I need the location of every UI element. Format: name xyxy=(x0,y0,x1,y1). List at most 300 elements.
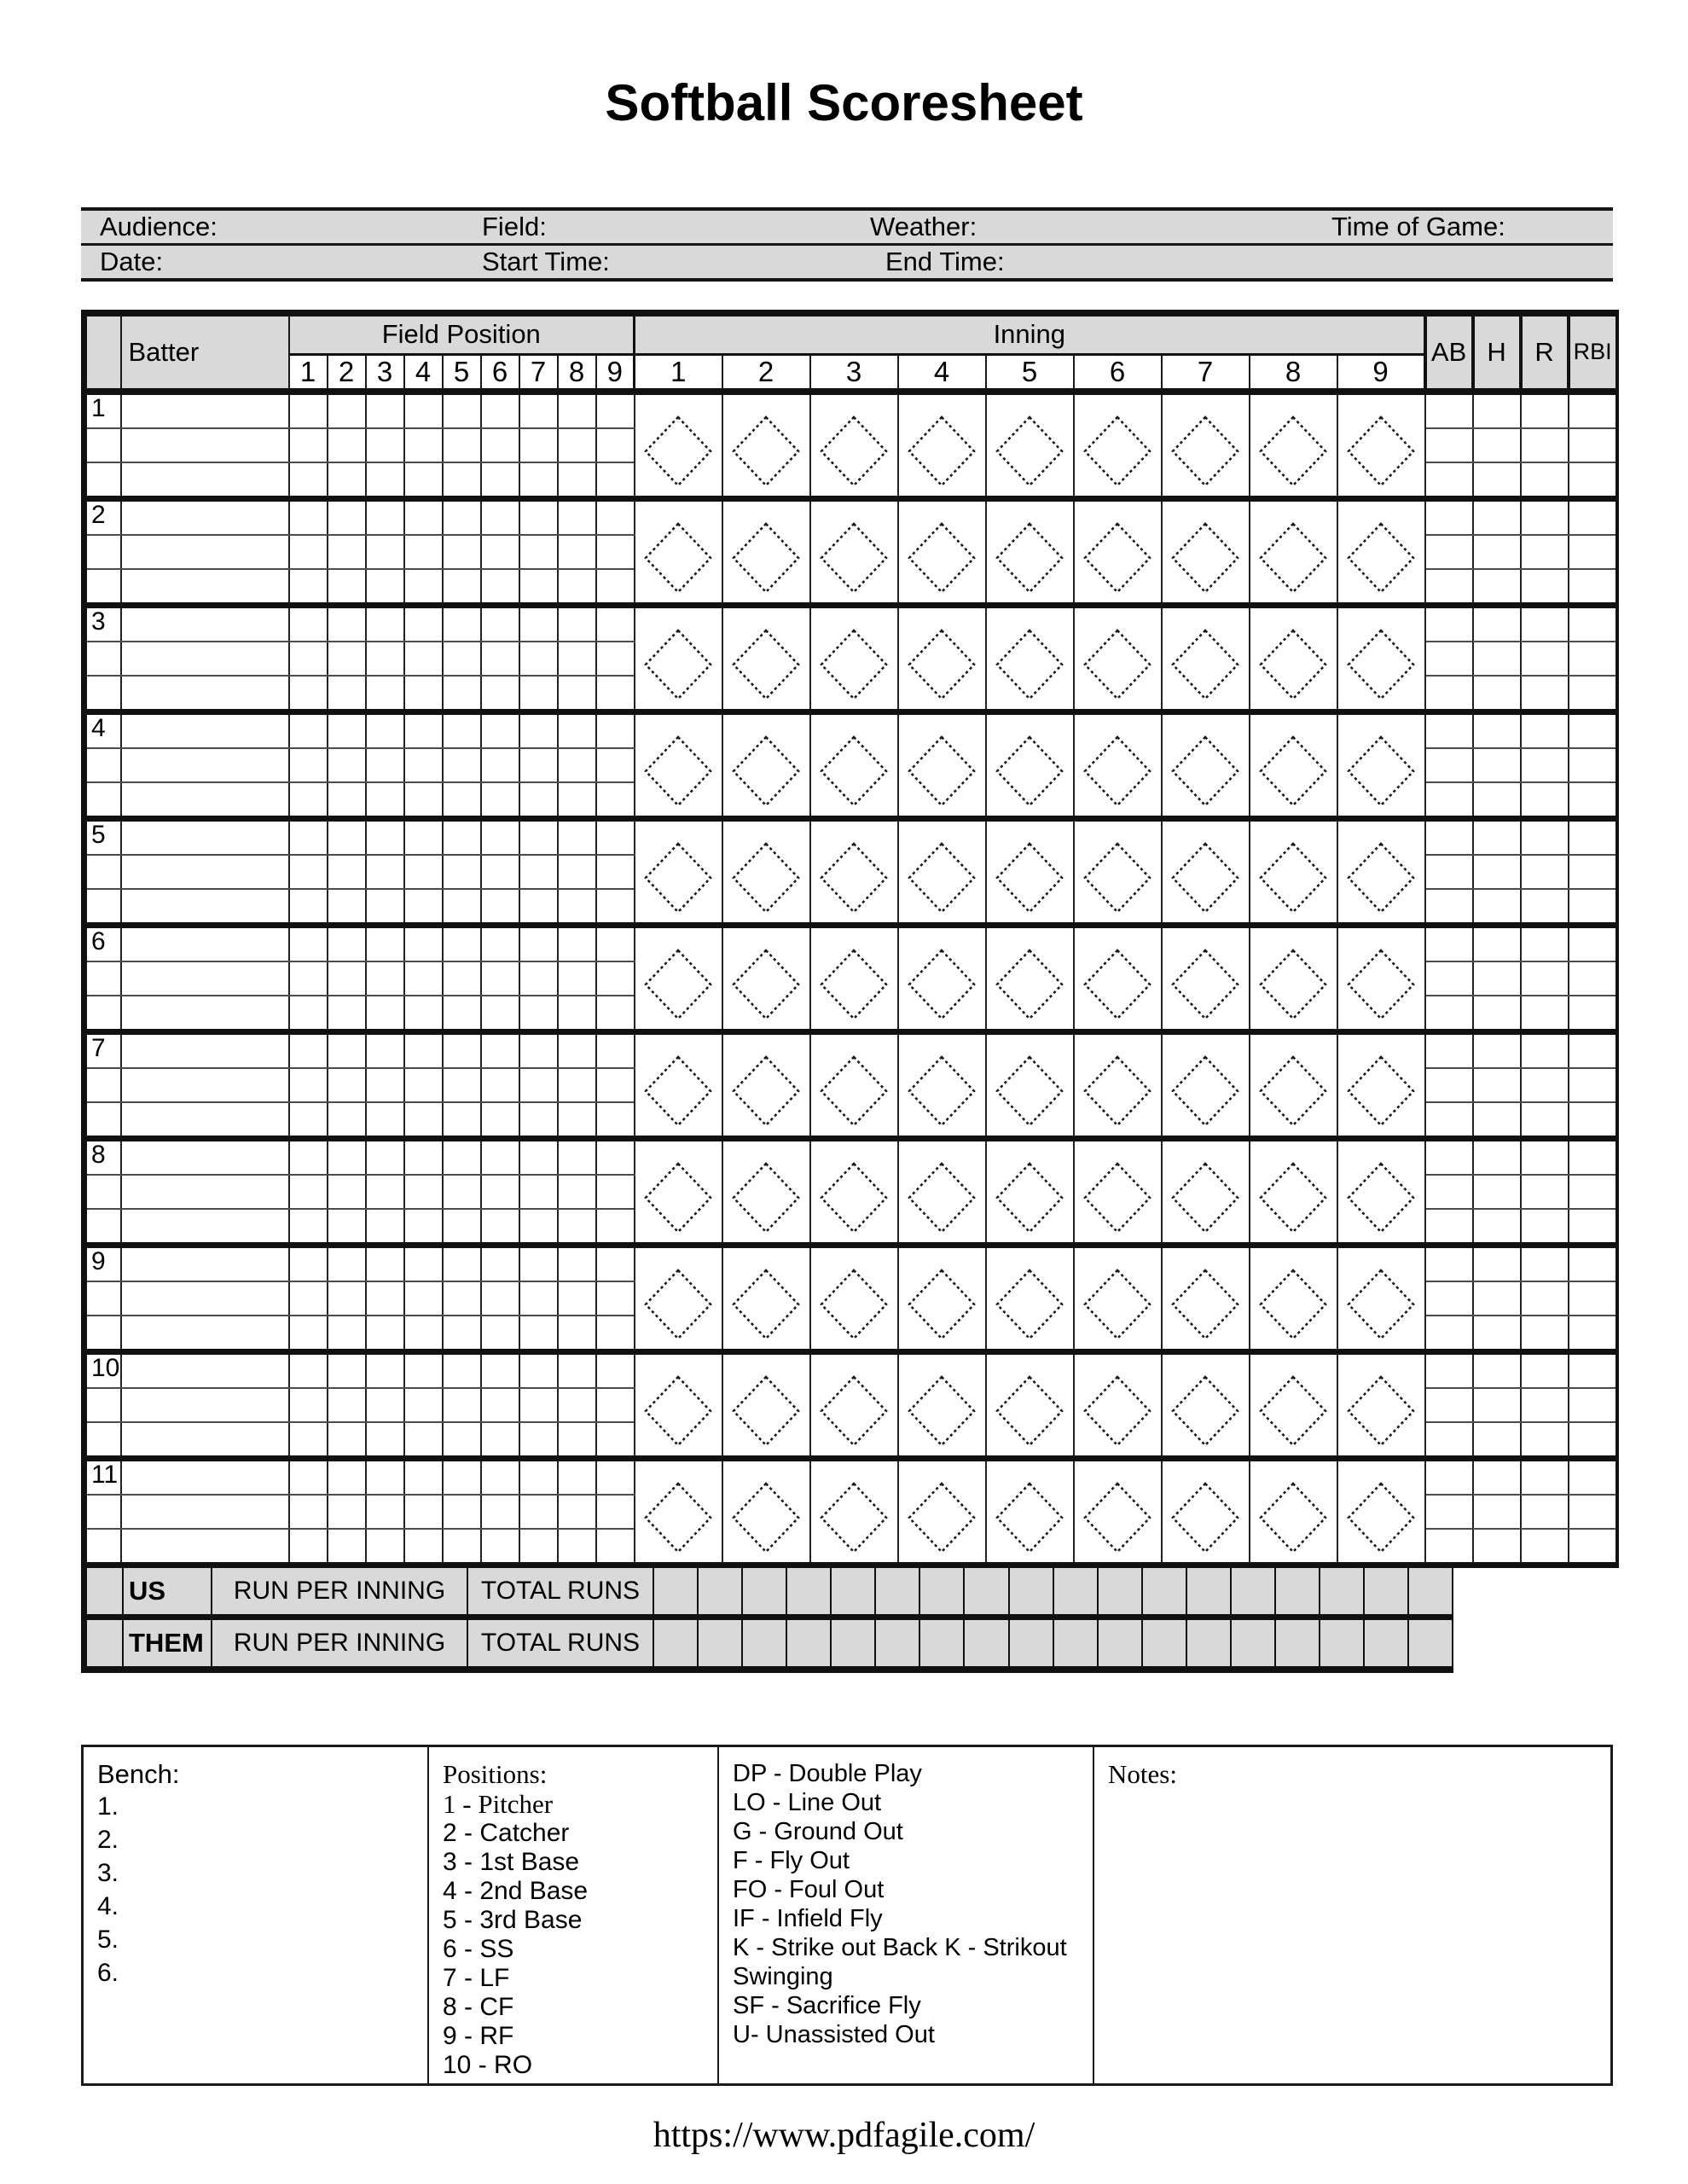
field-position-cell[interactable] xyxy=(519,642,558,676)
inning-cell[interactable] xyxy=(1337,392,1425,499)
batter-name-cell[interactable] xyxy=(121,1102,289,1139)
field-position-cell[interactable] xyxy=(404,1495,443,1529)
field-position-cell[interactable] xyxy=(519,996,558,1032)
stat-cell[interactable] xyxy=(1425,1068,1473,1102)
field-position-cell[interactable] xyxy=(558,1351,596,1388)
batter-name-cell[interactable] xyxy=(121,748,289,782)
field-position-cell[interactable] xyxy=(558,1102,596,1139)
field-position-cell[interactable] xyxy=(443,1068,481,1102)
field-position-cell[interactable] xyxy=(596,535,635,569)
field-position-cell[interactable] xyxy=(289,1281,328,1316)
field-position-cell[interactable] xyxy=(481,925,519,961)
inning-cell[interactable] xyxy=(810,1458,898,1565)
field-position-cell[interactable] xyxy=(289,676,328,712)
batter-name-cell[interactable] xyxy=(121,1209,289,1246)
field-position-cell[interactable] xyxy=(289,1495,328,1529)
field-position-cell[interactable] xyxy=(366,1102,404,1139)
field-position-cell[interactable] xyxy=(558,782,596,819)
stat-cell[interactable] xyxy=(1473,996,1521,1032)
field-position-cell[interactable] xyxy=(481,428,519,462)
field-position-cell[interactable] xyxy=(404,605,443,642)
inning-cell[interactable] xyxy=(722,1245,810,1351)
stat-cell[interactable] xyxy=(1473,1422,1521,1459)
stat-cell[interactable] xyxy=(1473,855,1521,889)
field-position-cell[interactable] xyxy=(481,1031,519,1068)
stat-cell[interactable] xyxy=(1425,1458,1473,1495)
inning-cell[interactable] xyxy=(810,1138,898,1245)
batter-name-cell[interactable] xyxy=(121,1388,289,1422)
inning-cell[interactable] xyxy=(635,605,722,712)
field-position-cell[interactable] xyxy=(519,1316,558,1352)
stat-cell[interactable] xyxy=(1521,1245,1569,1281)
field-position-cell[interactable] xyxy=(519,1495,558,1529)
field-position-cell[interactable] xyxy=(519,569,558,606)
stat-cell[interactable] xyxy=(1521,818,1569,855)
field-position-cell[interactable] xyxy=(404,1281,443,1316)
field-position-cell[interactable] xyxy=(596,961,635,996)
field-position-cell[interactable] xyxy=(289,605,328,642)
stat-cell[interactable] xyxy=(1425,889,1473,926)
field-position-cell[interactable] xyxy=(596,1529,635,1565)
field-position-cell[interactable] xyxy=(289,1316,328,1352)
run-cell[interactable] xyxy=(876,1620,920,1666)
field-position-cell[interactable] xyxy=(366,1529,404,1565)
field-position-cell[interactable] xyxy=(289,428,328,462)
field-position-cell[interactable] xyxy=(558,535,596,569)
field-position-cell[interactable] xyxy=(404,889,443,926)
field-position-cell[interactable] xyxy=(481,748,519,782)
stat-cell[interactable] xyxy=(1473,1175,1521,1209)
field-position-cell[interactable] xyxy=(558,1281,596,1316)
field-position-cell[interactable] xyxy=(289,1529,328,1565)
stat-cell[interactable] xyxy=(1425,569,1473,606)
field-position-cell[interactable] xyxy=(289,1068,328,1102)
field-position-cell[interactable] xyxy=(289,1031,328,1068)
field-position-cell[interactable] xyxy=(328,1138,366,1175)
field-position-cell[interactable] xyxy=(519,1031,558,1068)
stat-cell[interactable] xyxy=(1521,1422,1569,1459)
field-position-cell[interactable] xyxy=(519,428,558,462)
stat-cell[interactable] xyxy=(1569,1458,1617,1495)
inning-cell[interactable] xyxy=(722,605,810,712)
inning-cell[interactable] xyxy=(810,712,898,818)
field-position-cell[interactable] xyxy=(481,818,519,855)
inning-cell[interactable] xyxy=(1074,392,1162,499)
batter-name-cell[interactable] xyxy=(121,1138,289,1175)
batter-name-cell[interactable] xyxy=(121,1422,289,1459)
field-position-cell[interactable] xyxy=(558,712,596,748)
field-position-cell[interactable] xyxy=(289,925,328,961)
field-position-cell[interactable] xyxy=(481,462,519,499)
field-position-cell[interactable] xyxy=(519,462,558,499)
field-position-cell[interactable] xyxy=(519,748,558,782)
field-position-cell[interactable] xyxy=(596,1031,635,1068)
field-position-cell[interactable] xyxy=(481,569,519,606)
field-position-cell[interactable] xyxy=(289,712,328,748)
batter-name-cell[interactable] xyxy=(121,569,289,606)
field-position-cell[interactable] xyxy=(366,1495,404,1529)
field-position-cell[interactable] xyxy=(481,889,519,926)
field-position-cell[interactable] xyxy=(558,676,596,712)
field-position-cell[interactable] xyxy=(366,569,404,606)
stat-cell[interactable] xyxy=(1473,712,1521,748)
field-position-cell[interactable] xyxy=(404,1209,443,1246)
stat-cell[interactable] xyxy=(1425,462,1473,499)
field-position-cell[interactable] xyxy=(404,1529,443,1565)
inning-cell[interactable] xyxy=(722,712,810,818)
inning-cell[interactable] xyxy=(1250,925,1337,1031)
stat-cell[interactable] xyxy=(1569,818,1617,855)
field-position-cell[interactable] xyxy=(328,855,366,889)
field-position-cell[interactable] xyxy=(481,1209,519,1246)
stat-cell[interactable] xyxy=(1569,925,1617,961)
stat-cell[interactable] xyxy=(1521,1529,1569,1565)
field-position-cell[interactable] xyxy=(443,1388,481,1422)
stat-cell[interactable] xyxy=(1473,1529,1521,1565)
field-position-cell[interactable] xyxy=(519,1245,558,1281)
field-position-cell[interactable] xyxy=(596,782,635,819)
stat-cell[interactable] xyxy=(1425,748,1473,782)
stat-cell[interactable] xyxy=(1569,1031,1617,1068)
field-position-cell[interactable] xyxy=(596,462,635,499)
field-position-cell[interactable] xyxy=(558,1031,596,1068)
field-position-cell[interactable] xyxy=(443,1031,481,1068)
stat-cell[interactable] xyxy=(1425,605,1473,642)
field-position-cell[interactable] xyxy=(328,1422,366,1459)
stat-cell[interactable] xyxy=(1521,855,1569,889)
run-cell[interactable] xyxy=(1232,1620,1276,1666)
inning-cell[interactable] xyxy=(1074,605,1162,712)
field-position-cell[interactable] xyxy=(443,925,481,961)
field-position-cell[interactable] xyxy=(366,1138,404,1175)
inning-cell[interactable] xyxy=(1337,1458,1425,1565)
field-position-cell[interactable] xyxy=(404,642,443,676)
stat-cell[interactable] xyxy=(1473,1031,1521,1068)
field-position-cell[interactable] xyxy=(443,1138,481,1175)
inning-cell[interactable] xyxy=(898,1351,986,1458)
inning-cell[interactable] xyxy=(1162,925,1250,1031)
inning-cell[interactable] xyxy=(1337,818,1425,925)
stat-cell[interactable] xyxy=(1473,1281,1521,1316)
stat-cell[interactable] xyxy=(1569,996,1617,1032)
field-position-cell[interactable] xyxy=(481,1175,519,1209)
stat-cell[interactable] xyxy=(1425,1102,1473,1139)
field-position-cell[interactable] xyxy=(404,1388,443,1422)
run-cell[interactable] xyxy=(699,1620,743,1666)
inning-cell[interactable] xyxy=(1250,1351,1337,1458)
field-position-cell[interactable] xyxy=(328,392,366,428)
inning-cell[interactable] xyxy=(1074,1138,1162,1245)
field-position-cell[interactable] xyxy=(596,1316,635,1352)
field-position-cell[interactable] xyxy=(558,1245,596,1281)
field-position-cell[interactable] xyxy=(443,1422,481,1459)
stat-cell[interactable] xyxy=(1569,748,1617,782)
inning-cell[interactable] xyxy=(986,818,1074,925)
field-position-cell[interactable] xyxy=(366,462,404,499)
field-position-cell[interactable] xyxy=(481,1351,519,1388)
inning-cell[interactable] xyxy=(1074,1031,1162,1138)
stat-cell[interactable] xyxy=(1473,1102,1521,1139)
stat-cell[interactable] xyxy=(1569,1388,1617,1422)
run-cell[interactable] xyxy=(1320,1568,1365,1614)
inning-cell[interactable] xyxy=(1337,605,1425,712)
field-position-cell[interactable] xyxy=(443,782,481,819)
inning-cell[interactable] xyxy=(986,1245,1074,1351)
batter-name-cell[interactable] xyxy=(121,996,289,1032)
stat-cell[interactable] xyxy=(1425,1316,1473,1352)
field-position-cell[interactable] xyxy=(443,535,481,569)
field-position-cell[interactable] xyxy=(289,855,328,889)
inning-cell[interactable] xyxy=(898,605,986,712)
stat-cell[interactable] xyxy=(1473,392,1521,428)
run-cell[interactable] xyxy=(965,1568,1009,1614)
batter-name-cell[interactable] xyxy=(121,1281,289,1316)
stat-cell[interactable] xyxy=(1473,1209,1521,1246)
stat-cell[interactable] xyxy=(1569,605,1617,642)
stat-cell[interactable] xyxy=(1521,748,1569,782)
field-position-cell[interactable] xyxy=(596,676,635,712)
inning-cell[interactable] xyxy=(986,1458,1074,1565)
field-position-cell[interactable] xyxy=(558,818,596,855)
field-position-cell[interactable] xyxy=(289,392,328,428)
batter-name-cell[interactable] xyxy=(121,498,289,535)
field-position-cell[interactable] xyxy=(558,498,596,535)
stat-cell[interactable] xyxy=(1425,535,1473,569)
field-position-cell[interactable] xyxy=(481,1245,519,1281)
batter-name-cell[interactable] xyxy=(121,889,289,926)
stat-cell[interactable] xyxy=(1473,498,1521,535)
field-position-cell[interactable] xyxy=(366,855,404,889)
stat-cell[interactable] xyxy=(1569,642,1617,676)
field-position-cell[interactable] xyxy=(404,818,443,855)
stat-cell[interactable] xyxy=(1425,1529,1473,1565)
run-cell[interactable] xyxy=(1365,1620,1409,1666)
stat-cell[interactable] xyxy=(1473,1316,1521,1352)
field-position-cell[interactable] xyxy=(558,1529,596,1565)
inning-cell[interactable] xyxy=(1337,712,1425,818)
inning-cell[interactable] xyxy=(722,818,810,925)
inning-cell[interactable] xyxy=(635,925,722,1031)
field-position-cell[interactable] xyxy=(443,1245,481,1281)
batter-name-cell[interactable] xyxy=(121,428,289,462)
field-position-cell[interactable] xyxy=(519,818,558,855)
stat-cell[interactable] xyxy=(1425,961,1473,996)
stat-cell[interactable] xyxy=(1521,1068,1569,1102)
field-position-cell[interactable] xyxy=(596,1422,635,1459)
run-cell[interactable] xyxy=(1276,1568,1320,1614)
stat-cell[interactable] xyxy=(1569,1138,1617,1175)
field-position-cell[interactable] xyxy=(328,748,366,782)
inning-cell[interactable] xyxy=(1250,1138,1337,1245)
stat-cell[interactable] xyxy=(1473,569,1521,606)
field-position-cell[interactable] xyxy=(366,818,404,855)
field-position-cell[interactable] xyxy=(519,1388,558,1422)
field-position-cell[interactable] xyxy=(328,1529,366,1565)
inning-cell[interactable] xyxy=(1250,818,1337,925)
stat-cell[interactable] xyxy=(1473,1245,1521,1281)
notes-column[interactable] xyxy=(1094,1747,1610,2083)
field-position-cell[interactable] xyxy=(596,642,635,676)
inning-cell[interactable] xyxy=(898,712,986,818)
run-cell[interactable] xyxy=(1143,1620,1187,1666)
inning-cell[interactable] xyxy=(635,818,722,925)
field-position-cell[interactable] xyxy=(519,1458,558,1495)
field-position-cell[interactable] xyxy=(443,1281,481,1316)
field-position-cell[interactable] xyxy=(366,428,404,462)
field-position-cell[interactable] xyxy=(443,855,481,889)
field-position-cell[interactable] xyxy=(519,1281,558,1316)
stat-cell[interactable] xyxy=(1569,535,1617,569)
field-position-cell[interactable] xyxy=(404,1316,443,1352)
stat-cell[interactable] xyxy=(1473,925,1521,961)
field-position-cell[interactable] xyxy=(443,1175,481,1209)
stat-cell[interactable] xyxy=(1569,428,1617,462)
field-position-cell[interactable] xyxy=(289,996,328,1032)
inning-cell[interactable] xyxy=(1337,498,1425,605)
inning-cell[interactable] xyxy=(1250,498,1337,605)
stat-cell[interactable] xyxy=(1473,642,1521,676)
inning-cell[interactable] xyxy=(810,818,898,925)
run-cell[interactable] xyxy=(1099,1568,1143,1614)
stat-cell[interactable] xyxy=(1473,889,1521,926)
field-position-cell[interactable] xyxy=(328,535,366,569)
field-position-cell[interactable] xyxy=(519,782,558,819)
stat-cell[interactable] xyxy=(1521,889,1569,926)
inning-cell[interactable] xyxy=(810,1031,898,1138)
stat-cell[interactable] xyxy=(1569,1495,1617,1529)
batter-name-cell[interactable] xyxy=(121,855,289,889)
stat-cell[interactable] xyxy=(1425,1351,1473,1388)
field-position-cell[interactable] xyxy=(443,428,481,462)
inning-cell[interactable] xyxy=(635,392,722,499)
field-position-cell[interactable] xyxy=(596,818,635,855)
stat-cell[interactable] xyxy=(1521,462,1569,499)
stat-cell[interactable] xyxy=(1521,1351,1569,1388)
field-position-cell[interactable] xyxy=(289,782,328,819)
field-position-cell[interactable] xyxy=(519,1175,558,1209)
stat-cell[interactable] xyxy=(1425,1209,1473,1246)
field-position-cell[interactable] xyxy=(404,428,443,462)
stat-cell[interactable] xyxy=(1569,1351,1617,1388)
field-position-cell[interactable] xyxy=(481,392,519,428)
stat-cell[interactable] xyxy=(1569,1245,1617,1281)
run-cell[interactable] xyxy=(1099,1620,1143,1666)
stat-cell[interactable] xyxy=(1569,1281,1617,1316)
field-position-cell[interactable] xyxy=(404,748,443,782)
field-position-cell[interactable] xyxy=(443,1209,481,1246)
inning-cell[interactable] xyxy=(1162,605,1250,712)
field-position-cell[interactable] xyxy=(596,1209,635,1246)
stat-cell[interactable] xyxy=(1425,1388,1473,1422)
run-cell[interactable] xyxy=(787,1568,832,1614)
stat-cell[interactable] xyxy=(1569,676,1617,712)
field-position-cell[interactable] xyxy=(404,1068,443,1102)
stat-cell[interactable] xyxy=(1521,1458,1569,1495)
stat-cell[interactable] xyxy=(1425,392,1473,428)
field-position-cell[interactable] xyxy=(366,712,404,748)
run-cell[interactable] xyxy=(787,1620,832,1666)
field-position-cell[interactable] xyxy=(328,925,366,961)
field-position-cell[interactable] xyxy=(596,1138,635,1175)
batter-name-cell[interactable] xyxy=(121,1529,289,1565)
field-position-cell[interactable] xyxy=(481,605,519,642)
field-position-cell[interactable] xyxy=(558,1495,596,1529)
inning-cell[interactable] xyxy=(1337,1031,1425,1138)
field-position-cell[interactable] xyxy=(366,1068,404,1102)
batter-name-cell[interactable] xyxy=(121,1495,289,1529)
inning-cell[interactable] xyxy=(635,1031,722,1138)
field-position-cell[interactable] xyxy=(443,818,481,855)
inning-cell[interactable] xyxy=(986,392,1074,499)
field-position-cell[interactable] xyxy=(596,605,635,642)
field-position-cell[interactable] xyxy=(289,1209,328,1246)
field-position-cell[interactable] xyxy=(558,996,596,1032)
inning-cell[interactable] xyxy=(1162,818,1250,925)
field-position-cell[interactable] xyxy=(328,961,366,996)
field-position-cell[interactable] xyxy=(366,1422,404,1459)
stat-cell[interactable] xyxy=(1569,569,1617,606)
field-position-cell[interactable] xyxy=(558,889,596,926)
field-position-cell[interactable] xyxy=(328,889,366,926)
field-position-cell[interactable] xyxy=(596,569,635,606)
field-position-cell[interactable] xyxy=(596,392,635,428)
field-position-cell[interactable] xyxy=(404,1175,443,1209)
field-position-cell[interactable] xyxy=(481,1529,519,1565)
stat-cell[interactable] xyxy=(1425,1175,1473,1209)
inning-cell[interactable] xyxy=(1250,1245,1337,1351)
field-position-cell[interactable] xyxy=(328,428,366,462)
stat-cell[interactable] xyxy=(1425,1138,1473,1175)
field-position-cell[interactable] xyxy=(366,961,404,996)
field-position-cell[interactable] xyxy=(481,1388,519,1422)
inning-cell[interactable] xyxy=(810,1351,898,1458)
batter-name-cell[interactable] xyxy=(121,1031,289,1068)
field-position-cell[interactable] xyxy=(596,1281,635,1316)
field-position-cell[interactable] xyxy=(328,462,366,499)
field-position-cell[interactable] xyxy=(404,712,443,748)
stat-cell[interactable] xyxy=(1425,1495,1473,1529)
field-position-cell[interactable] xyxy=(481,1281,519,1316)
run-cell[interactable] xyxy=(1320,1620,1365,1666)
batter-name-cell[interactable] xyxy=(121,925,289,961)
footer-link[interactable]: https://www.pdfagile.com/ xyxy=(653,2115,1035,2155)
field-position-cell[interactable] xyxy=(519,392,558,428)
inning-cell[interactable] xyxy=(1074,1458,1162,1565)
stat-cell[interactable] xyxy=(1473,1495,1521,1529)
field-position-cell[interactable] xyxy=(558,1068,596,1102)
field-position-cell[interactable] xyxy=(289,1351,328,1388)
batter-name-cell[interactable] xyxy=(121,392,289,428)
field-position-cell[interactable] xyxy=(404,676,443,712)
field-position-cell[interactable] xyxy=(519,1209,558,1246)
batter-name-cell[interactable] xyxy=(121,535,289,569)
field-position-cell[interactable] xyxy=(443,605,481,642)
field-position-cell[interactable] xyxy=(328,818,366,855)
stat-cell[interactable] xyxy=(1473,1388,1521,1422)
inning-cell[interactable] xyxy=(1250,605,1337,712)
stat-cell[interactable] xyxy=(1521,1316,1569,1352)
field-position-cell[interactable] xyxy=(289,818,328,855)
field-position-cell[interactable] xyxy=(404,462,443,499)
field-position-cell[interactable] xyxy=(328,676,366,712)
field-position-cell[interactable] xyxy=(443,889,481,926)
field-position-cell[interactable] xyxy=(289,1175,328,1209)
stat-cell[interactable] xyxy=(1425,428,1473,462)
field-position-cell[interactable] xyxy=(443,748,481,782)
field-position-cell[interactable] xyxy=(289,462,328,499)
stat-cell[interactable] xyxy=(1521,996,1569,1032)
field-position-cell[interactable] xyxy=(596,925,635,961)
